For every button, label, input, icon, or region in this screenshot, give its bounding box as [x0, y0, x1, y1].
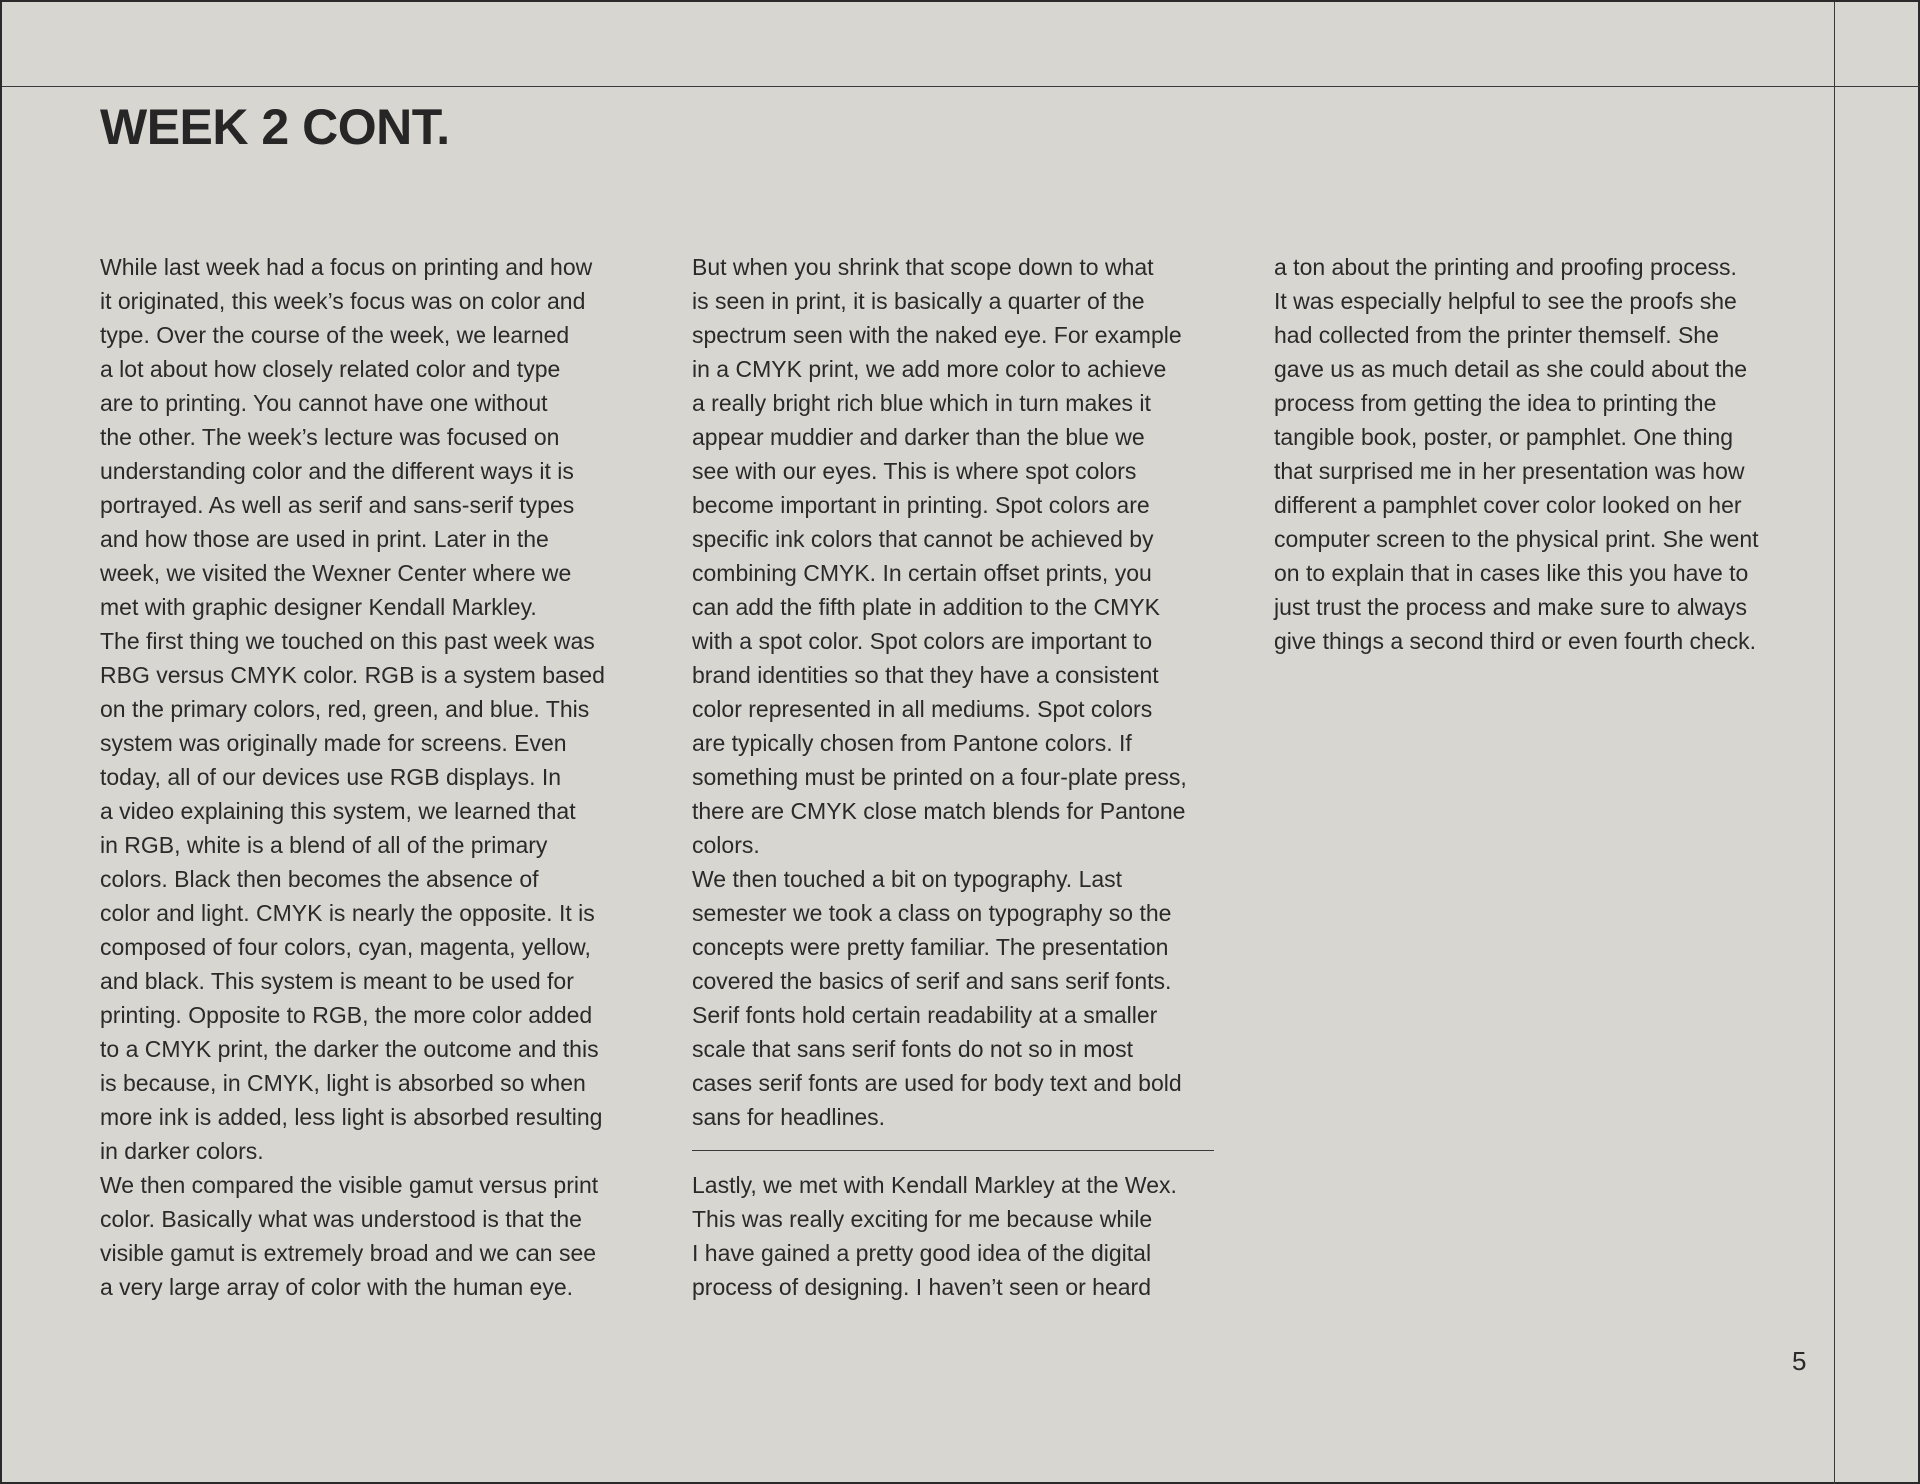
text-line: is because, in CMYK, light is absorbed so when [100, 1070, 586, 1096]
text-line: give things a second third or even fourth check. [1274, 628, 1757, 654]
text-column-2 [692, 250, 1252, 1304]
text-line: tangible book, poster, or pamphlet. One thing [1274, 424, 1734, 450]
text-line: covered the basics of serif and sans serif fonts. [692, 968, 1172, 994]
text-line: This was really exciting for me because while [692, 1206, 1153, 1232]
text-line: process from getting the idea to printing the [1274, 390, 1717, 416]
text-line: color. Basically what was understood is that the [100, 1206, 582, 1232]
text-line: combining CMYK. In certain offset prints, you [692, 560, 1152, 586]
text-line: type. Over the course of the week, we learned [100, 322, 570, 348]
text-line: I have gained a pretty good idea of the digital [692, 1240, 1152, 1266]
text-line: semester we took a class on typography so the [692, 900, 1172, 926]
text-line: color represented in all mediums. Spot colors [692, 696, 1153, 722]
text-line: color and light. CMYK is nearly the opposite. It is [100, 900, 595, 926]
text-line: on to explain that in cases like this you have to [1274, 560, 1749, 586]
text-line: It was especially helpful to see the proofs she [1274, 288, 1737, 314]
text-line: specific ink colors that cannot be achieved by [692, 526, 1154, 552]
text-line: can add the fifth plate in addition to the CMYK [692, 594, 1160, 620]
text-line: portrayed. As well as serif and sans-serif types [100, 492, 575, 518]
page-title: WEEK 2 CONT. [100, 99, 450, 155]
text-line: in darker colors. [100, 1138, 264, 1164]
text-line: different a pamphlet cover color looked on her [1274, 492, 1742, 518]
text-line: something must be printed on a four-plate press, [692, 764, 1187, 790]
text-line: We then compared the visible gamut versus print [100, 1172, 599, 1198]
text-line: But when you shrink that scope down to what [692, 254, 1154, 280]
page-number: 5 [1792, 1346, 1807, 1376]
text-line: Lastly, we met with Kendall Markley at the Wex. [692, 1172, 1177, 1198]
text-line: it originated, this week’s focus was on color and [100, 288, 586, 314]
text-line: in a CMYK print, we add more color to achieve [692, 356, 1167, 382]
text-line: are to printing. You cannot have one without [100, 390, 548, 416]
text-line: brand identities so that they have a consistent [692, 662, 1159, 688]
text-line: spectrum seen with the naked eye. For example [692, 322, 1182, 348]
section-divider [692, 1150, 1214, 1151]
text-line: and how those are used in print. Later in the [100, 526, 549, 552]
text-line: with a spot color. Spot colors are important to [692, 628, 1153, 654]
top-rule [2, 86, 1920, 87]
text-line: The first thing we touched on this past week was [100, 628, 595, 654]
text-line: concepts were pretty familiar. The presentation [692, 934, 1169, 960]
text-line: a lot about how closely related color and type [100, 356, 561, 382]
text-line: printing. Opposite to RGB, the more color added [100, 1002, 593, 1028]
text-line: gave us as much detail as she could about the [1274, 356, 1748, 382]
text-line: to a CMYK print, the darker the outcome and this [100, 1036, 599, 1062]
text-line: computer screen to the physical print. She went [1274, 526, 1759, 552]
text-line: is seen in print, it is basically a quarter of the [692, 288, 1145, 314]
text-line: the other. The week’s lecture was focused on [100, 424, 560, 450]
text-line: system was originally made for screens. Even [100, 730, 567, 756]
text-line: composed of four colors, cyan, magenta, yellow, [100, 934, 591, 960]
text-line: a really bright rich blue which in turn makes it [692, 390, 1151, 416]
text-line: just trust the process and make sure to always [1274, 594, 1747, 620]
text-line: While last week had a focus on printing and how [100, 254, 593, 280]
text-line: a video explaining this system, we learned that [100, 798, 576, 824]
text-line: cases serif fonts are used for body text and bold [692, 1070, 1182, 1096]
text-line: week, we visited the Wexner Center where we [100, 560, 572, 586]
text-line: scale that sans serif fonts do not so in most [692, 1036, 1134, 1062]
text-line: that surprised me in her presentation was how [1274, 458, 1745, 484]
text-line: sans for headlines. [692, 1104, 886, 1130]
text-line: are typically chosen from Pantone colors. If [692, 730, 1132, 756]
text-line: colors. Black then becomes the absence of [100, 866, 539, 892]
text-line: had collected from the printer themself. She [1274, 322, 1719, 348]
text-line: colors. [692, 832, 760, 858]
text-line: more ink is added, less light is absorbed resulting [100, 1104, 603, 1130]
text-line: and black. This system is meant to be used for [100, 968, 574, 994]
text-line: appear muddier and darker than the blue we [692, 424, 1145, 450]
text-line: see with our eyes. This is where spot colors [692, 458, 1137, 484]
text-line: met with graphic designer Kendall Markley. [100, 594, 537, 620]
text-line: understanding color and the different ways it is [100, 458, 574, 484]
text-line: become important in printing. Spot colors are [692, 492, 1150, 518]
text-line: Serif fonts hold certain readability at a smaller [692, 1002, 1158, 1028]
text-column-3 [1274, 250, 1834, 658]
text-line: today, all of our devices use RGB displays. In [100, 764, 562, 790]
text-line: a very large array of color with the human eye. [100, 1274, 574, 1300]
text-line: there are CMYK close match blends for Pantone [692, 798, 1186, 824]
text-line: a ton about the printing and proofing process. [1274, 254, 1737, 280]
text-line: visible gamut is extremely broad and we can see [100, 1240, 597, 1266]
text-line: in RGB, white is a blend of all of the primary [100, 832, 548, 858]
text-line: We then touched a bit on typography. Last [692, 866, 1123, 892]
text-line: RBG versus CMYK color. RGB is a system based [100, 662, 605, 688]
text-line: process of designing. I haven’t seen or heard [692, 1274, 1152, 1300]
text-column-1 [100, 250, 660, 1304]
text-line: on the primary colors, red, green, and blue. This [100, 696, 590, 722]
right-margin-rule [1834, 2, 1835, 1484]
